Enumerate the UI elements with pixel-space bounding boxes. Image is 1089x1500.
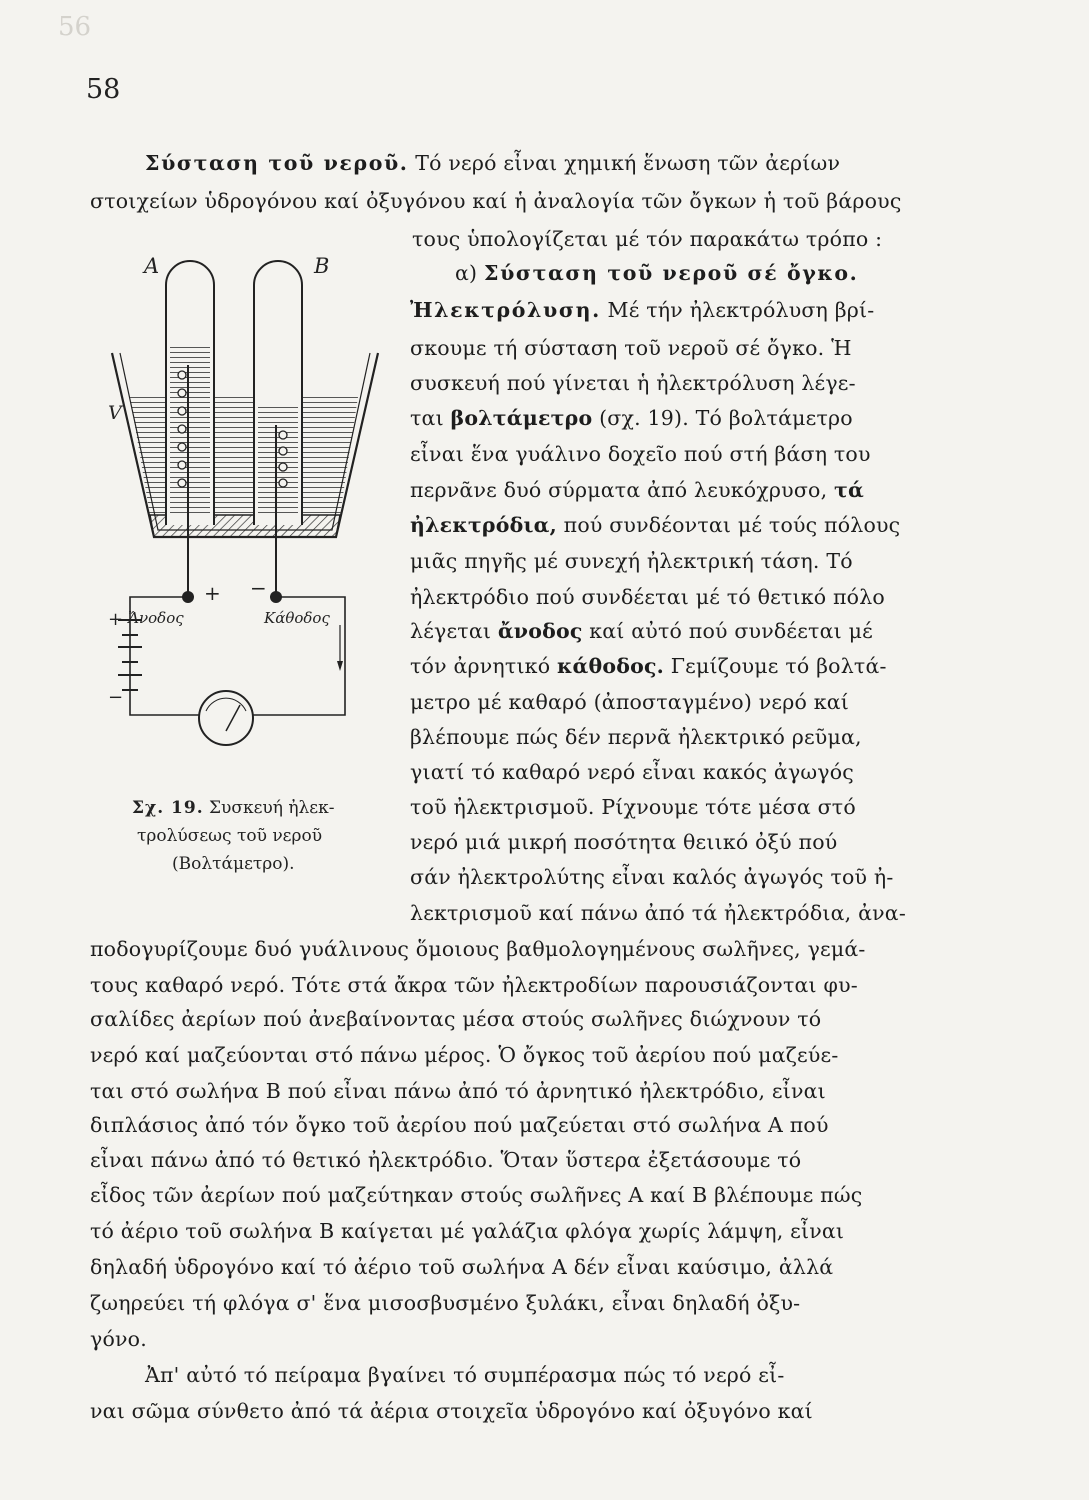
bleed-through-page-number: 56	[58, 12, 92, 42]
text-line-31: τό ἀέριο τοῦ σωλήνα Β καίγεται μέ γαλάζια φλόγα χωρίς λάμψη, εἶναι	[90, 1219, 845, 1243]
subsection-heading: α) Σύσταση τοῦ νεροῦ σέ ὄγκο.	[455, 261, 859, 285]
text-line-23: ποδογυρίζουμε δυό γυάλινους ὅμοιους βαθμολογημένους σωλῆνες, γεμά-	[90, 937, 866, 961]
text-line-24: τους καθαρό νερό. Τότε στά ἄκρα τῶν ἠλεκτροδίων παρουσιάζονται φυ-	[90, 973, 858, 997]
text-line-34: γόνο.	[90, 1327, 147, 1351]
text-line-30: εἶδος τῶν ἀερίων πού μαζεύτηκαν στούς σωλῆνες Α καί Β βλέπουμε πώς	[90, 1183, 863, 1207]
ammeter	[199, 691, 253, 745]
figure-caption-line-2: τρολύσεως τοῦ νεροῦ	[137, 826, 323, 846]
text-line-7: συσκευή πού γίνεται ἡ ἠλεκτρόλυση λέγε-	[410, 371, 856, 395]
text-line-8: ται βολτάμετρο (σχ. 19). Τό βολτάμετρο	[410, 406, 853, 430]
text-line-10: περνᾶνε δυό σύρματα ἀπό λευκόχρυσο, τά	[410, 478, 864, 502]
label-v: V	[108, 402, 122, 424]
text-line-9: εἶναι ἕνα γυάλινο δοχεῖο πού στή βάση του	[410, 442, 871, 466]
electrolyte-water	[130, 397, 358, 515]
text-line-35: Ἀπ' αὐτό τό πείραμα βγαίνει τό συμπέρασμα πώς τό νερό εἶ-	[145, 1363, 785, 1387]
text-line-33: ζωηρεύει τή φλόγα σ' ἕνα μισοσβυσμένο ξυλάκι, εἶναι δηλαδή ὀξυ-	[90, 1291, 801, 1315]
anode-label: Ἄνοδος	[128, 609, 184, 627]
text-line-20: νερό μιά μικρή ποσότητα θειικό ὀξύ πού	[410, 830, 838, 854]
text-line-22: λεκτρισμοῦ καί πάνω ἀπό τά ἠλεκτρόδια, ἀνα-	[410, 901, 906, 925]
section-heading: Σύσταση τοῦ νεροῦ.	[145, 151, 409, 175]
text-line-29: εἶναι πάνω ἀπό τό θετικό ἠλεκτρόδιο. Ὅταν ὕστερα ἐξετάσουμε τό	[90, 1148, 802, 1172]
battery-plus: +	[108, 609, 124, 630]
text-line-5: Ἠλεκτρόλυση. Μέ τήν ἠλεκτρόλυση βρί-	[410, 298, 875, 322]
page-number: 58	[86, 74, 121, 105]
text-line-26: νερό καί μαζεύονται στό πάνω μέρος. Ὁ ὄγκος τοῦ ἀερίου πού μαζεύε-	[90, 1043, 839, 1067]
text-line-13: ἠλεκτρόδιο πού συνδέεται μέ τό θετικό πόλο	[410, 585, 885, 609]
text-line-17: βλέπουμε πώς δέν περνᾶ ἠλεκτρικό ρεῦμα,	[410, 725, 862, 749]
electrolysis-heading: Ἠλεκτρόλυση.	[410, 298, 601, 322]
figure-caption-line-1: Σχ. 19. Συσκευή ἠλεκ-	[132, 798, 335, 818]
text-line-25: σαλίδες ἀερίων πού ἀνεβαίνοντας μέσα στούς σωλῆνες διώχνουν τό	[90, 1007, 822, 1031]
cathode-label: Κάθοδος	[264, 609, 330, 627]
text-line-21: σάν ἠλεκτρολύτης εἶναι καλός ἀγωγός τοῦ ἠ-	[410, 865, 894, 889]
text-line-11: ἠλεκτρόδια, πού συνδέονται μέ τούς πόλους	[410, 513, 901, 537]
label-a: A	[144, 254, 160, 278]
text-line-19: τοῦ ἠλεκτρισμοῦ. Ρίχνουμε τότε μέσα στό	[410, 795, 856, 819]
label-b: B	[314, 254, 330, 278]
text-line-1: Σύσταση τοῦ νεροῦ. Τό νερό εἶναι χημική ἕνωση τῶν ἀερίων	[145, 151, 841, 175]
text-line-12: μιᾶς πηγῆς μέ συνεχή ἠλεκτρική τάση. Τό	[410, 549, 853, 573]
text-line-28: διπλάσιος ἀπό τόν ὄγκο τοῦ ἀερίου πού μαζεύεται στό σωλήνα Α πού	[90, 1113, 829, 1137]
voltameter-figure	[100, 225, 400, 785]
text-line-15: τόν ἀρνητικό κάθοδος. Γεμίζουμε τό βολτά-	[410, 654, 887, 678]
plus-sign: +	[204, 581, 221, 605]
text-line-3: τους ὑπολογίζεται μέ τόν παρακάτω τρόπο :	[412, 227, 883, 251]
text-line-14: λέγεται ἄνοδος καί αὐτό πού συνδέεται μέ	[410, 619, 873, 643]
text-line-36: ναι σῶμα σύνθετο ἀπό τά ἀέρια στοιχεῖα ὑδρογόνο καί ὀξυγόνο καί	[90, 1399, 813, 1423]
battery-minus: −	[108, 687, 124, 708]
minus-sign: −	[250, 576, 267, 600]
text-line-16: μετρο μέ καθαρό (ἀποσταγμένο) νερό καί	[410, 690, 850, 714]
text-line-6: σκουμε τή σύσταση τοῦ νεροῦ σέ ὄγκο. Ἡ	[410, 336, 852, 360]
figure-caption-line-3: (Βολτάμετρο).	[172, 854, 295, 874]
text-line-32: δηλαδή ὑδρογόνο καί τό ἀέριο τοῦ σωλήνα Α δέν εἶναι καύσιμο, ἀλλά	[90, 1255, 834, 1279]
text-line-18: γιατί τό καθαρό νερό εἶναι κακός ἀγωγός	[410, 760, 854, 784]
text-line-2: στοιχείων ὑδρογόνου καί ὀξυγόνου καί ἡ ἀναλογία τῶν ὄγκων ἡ τοῦ βάρους	[90, 189, 902, 213]
text-line-27: ται στό σωλήνα Β πού εἶναι πάνω ἀπό τό ἀρνητικό ἠλεκτρόδιο, εἶναι	[90, 1079, 826, 1103]
